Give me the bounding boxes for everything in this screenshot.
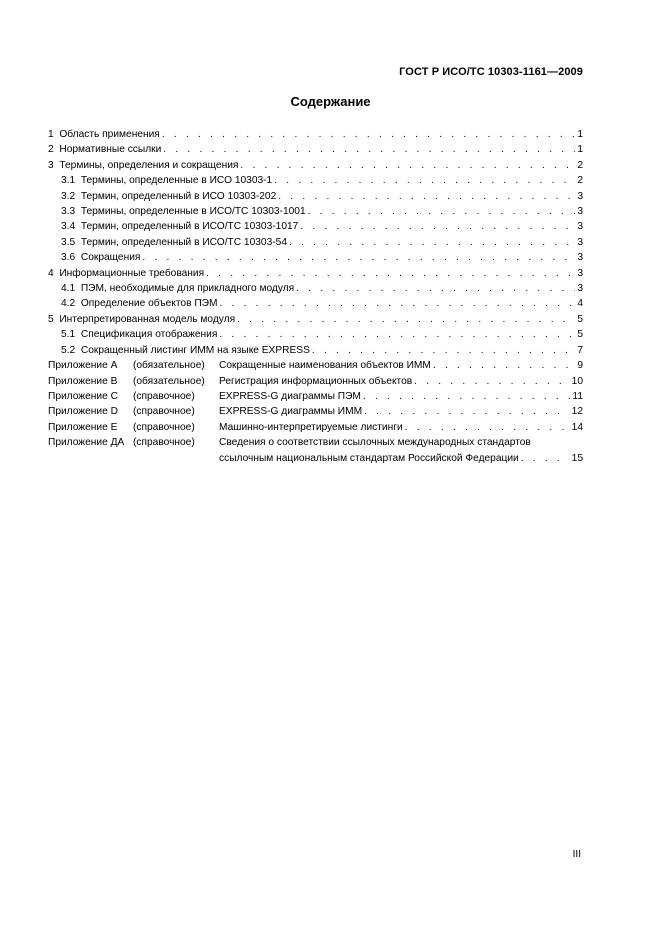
toc-label: Термин, определенный в ИСО/ТС 10303-54 <box>80 236 287 248</box>
toc-number: 4 <box>48 267 54 279</box>
toc-page: 14 <box>571 421 583 433</box>
leader-dots <box>296 281 575 296</box>
toc-number: 5.1 <box>61 329 76 341</box>
toc-label: Термины, определенные в ИСО/ТС 10303-1001 <box>80 206 306 218</box>
appendix-type: (обязательное) <box>133 375 205 387</box>
toc-label: Сокращенный листинг ИММ на языке EXPRESS <box>80 344 310 356</box>
leader-dots <box>414 374 569 389</box>
appendix-name: Приложение B <box>48 375 118 387</box>
toc-page: 1 <box>577 144 583 156</box>
toc-subitem[interactable] <box>48 281 583 296</box>
leader-dots <box>278 189 575 204</box>
leader-dots <box>274 173 575 188</box>
toc-item[interactable] <box>48 312 583 327</box>
toc-appendix-c[interactable] <box>48 389 583 404</box>
toc-subitem[interactable] <box>48 235 583 250</box>
leader-dots <box>142 250 575 265</box>
leader-dots <box>162 127 576 142</box>
toc-number: 3.3 <box>61 206 76 218</box>
appendix-label: Машинно-интерпретируемые листинги <box>219 421 403 433</box>
toc-label: Термин, определенный в ИСО 10303-202 <box>80 190 277 202</box>
toc-page: 1 <box>577 129 583 140</box>
toc-page: 3 <box>577 236 583 248</box>
toc-number: 3 <box>48 159 54 171</box>
toc-appendix-a[interactable] <box>48 358 583 373</box>
toc-page: 12 <box>571 406 583 418</box>
leader-dots <box>312 343 575 358</box>
toc-label: Термины, определенные в ИСО 10303-1 <box>80 175 273 187</box>
appendix-name: Приложение A <box>48 360 118 372</box>
toc-number: 3.1 <box>61 175 76 187</box>
toc-page: 3 <box>577 206 583 218</box>
toc-page: 15 <box>571 452 583 464</box>
toc-label: Информационные требования <box>59 267 205 279</box>
toc-page: 5 <box>577 329 583 341</box>
toc-item[interactable] <box>48 127 583 142</box>
table-of-contents <box>48 127 583 466</box>
appendix-name: Приложение ДА <box>48 437 125 449</box>
toc-page: 5 <box>577 313 583 325</box>
toc-number: 3.5 <box>61 236 76 248</box>
toc-page: 2 <box>577 175 583 187</box>
toc-label: Интерпретированная модель модуля <box>59 313 236 325</box>
leader-dots <box>300 219 575 234</box>
appendix-label: EXPRESS-G диаграммы ПЭМ <box>219 390 361 402</box>
toc-label: Область применения <box>59 129 160 140</box>
toc-subitem[interactable] <box>48 296 583 311</box>
toc-item[interactable] <box>48 266 583 281</box>
leader-dots <box>163 142 575 157</box>
toc-page: 3 <box>577 283 583 295</box>
appendix-type: (справочное) <box>133 421 195 433</box>
toc-subitem[interactable] <box>48 343 583 358</box>
toc-page: 3 <box>577 267 583 279</box>
toc-label: ПЭМ, необходимые для прикладного модуля <box>80 283 295 295</box>
toc-number: 4.2 <box>61 298 76 310</box>
appendix-type: (справочное) <box>133 406 195 418</box>
leader-dots <box>206 266 575 281</box>
toc-label: Нормативные ссылки <box>59 144 162 156</box>
toc-page: 7 <box>577 344 583 356</box>
toc-page: 3 <box>577 190 583 202</box>
toc-label: Определение объектов ПЭМ <box>80 298 218 310</box>
toc-number: 2 <box>48 144 54 156</box>
leader-dots <box>237 312 575 327</box>
toc-subitem[interactable] <box>48 250 583 265</box>
toc-page: 3 <box>577 252 583 264</box>
toc-number: 3.4 <box>61 221 76 233</box>
toc-label: Сокращения <box>80 252 141 264</box>
toc-appendix-e[interactable] <box>48 420 583 435</box>
toc-subitem[interactable] <box>48 204 583 219</box>
appendix-name: Приложение D <box>48 406 118 418</box>
toc-page: 10 <box>571 375 583 387</box>
toc-page: 9 <box>577 360 583 372</box>
toc-subitem[interactable] <box>48 327 583 342</box>
toc-page: 2 <box>577 159 583 171</box>
toc-label: Спецификация отображения <box>80 329 218 341</box>
leader-dots <box>240 158 575 173</box>
toc-subitem[interactable] <box>48 189 583 204</box>
leader-dots <box>405 420 570 435</box>
toc-number: 5.2 <box>61 344 76 356</box>
toc-number: 4.1 <box>61 283 76 295</box>
leader-dots <box>363 389 571 404</box>
appendix-label: Сокращенные наименования объектов ИММ <box>219 360 431 372</box>
toc-item[interactable] <box>48 142 583 157</box>
toc-number: 5 <box>48 313 54 325</box>
appendix-type: (справочное) <box>133 437 195 449</box>
toc-label: Термины, определения и сокращения <box>59 159 239 171</box>
toc-page: 4 <box>577 298 583 310</box>
toc-subitem[interactable] <box>48 219 583 234</box>
appendix-label: Сведения о соответствии ссылочных международных стандартов <box>219 437 531 449</box>
appendix-label: Регистрация информационных объектов <box>219 375 413 387</box>
appendix-type: (справочное) <box>133 390 195 402</box>
toc-appendix-d[interactable] <box>48 404 583 419</box>
toc-number: 1 <box>48 129 54 140</box>
leader-dots <box>289 235 575 250</box>
leader-dots <box>364 404 570 419</box>
appendix-name: Приложение E <box>48 421 118 433</box>
toc-label: Термин, определенный в ИСО/ТС 10303-1017 <box>80 221 299 233</box>
appendix-type: (обязательное) <box>133 360 205 372</box>
toc-appendix-b[interactable] <box>48 374 583 389</box>
leader-dots <box>521 451 570 466</box>
toc-appendix-da[interactable] <box>48 435 583 450</box>
leader-dots <box>433 358 575 373</box>
page-number: III <box>572 849 581 860</box>
toc-page: 11 <box>572 390 583 402</box>
leader-dots <box>219 327 575 342</box>
toc-appendix-da-line2[interactable] <box>48 451 583 466</box>
leader-dots <box>219 296 575 311</box>
appendix-label: EXPRESS-G диаграммы ИММ <box>219 406 363 418</box>
page-title: Содержание <box>290 94 371 109</box>
toc-number: 3.2 <box>61 190 76 202</box>
toc-page: 3 <box>577 221 583 233</box>
toc-number: 3.6 <box>61 252 76 264</box>
appendix-label-continued: ссылочным национальным стандартам Российской Федерации <box>219 452 519 464</box>
toc-item[interactable] <box>48 158 583 173</box>
appendix-name: Приложение C <box>48 390 118 402</box>
toc-subitem[interactable] <box>48 173 583 188</box>
leader-dots <box>308 204 576 219</box>
document-code: ГОСТ Р ИСО/ТС 10303-1161—2009 <box>399 66 583 78</box>
